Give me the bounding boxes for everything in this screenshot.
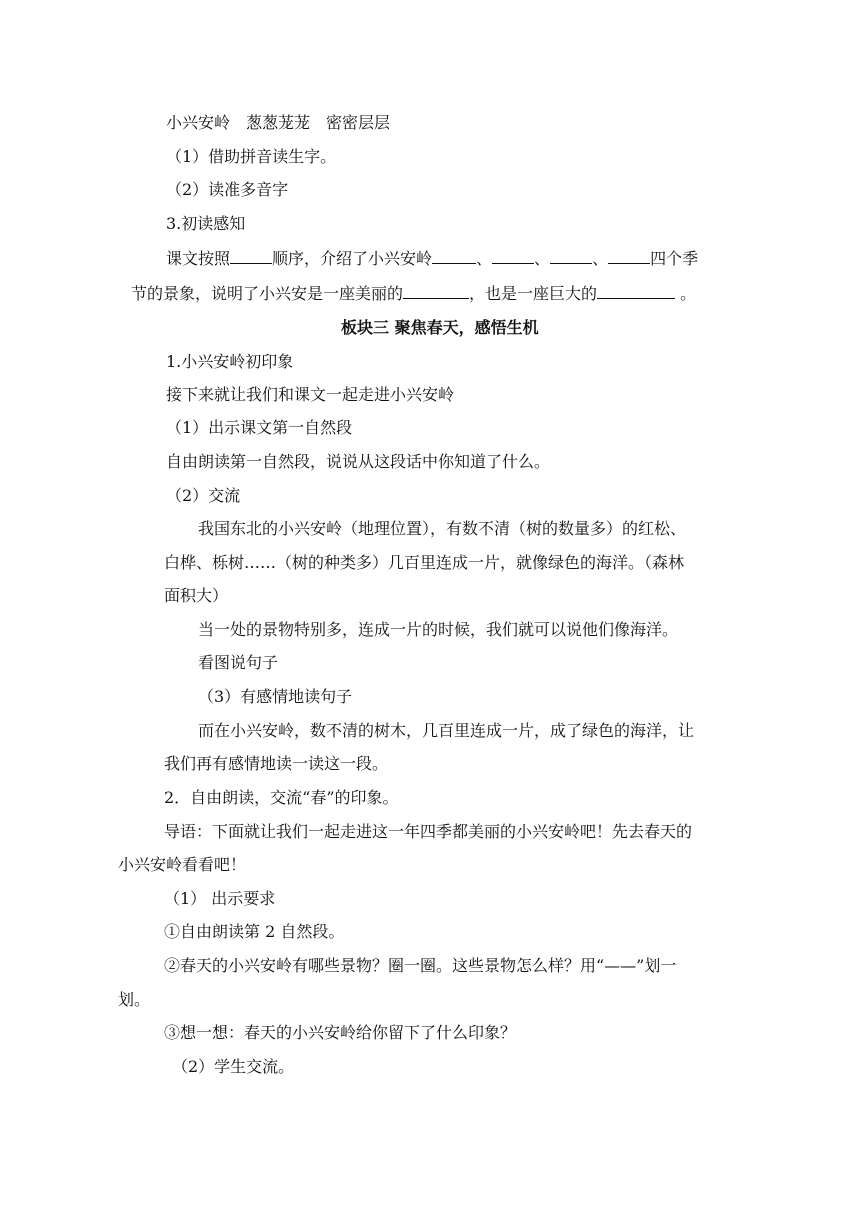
text-line-9: 接下来就让我们和课文一起走进小兴安岭	[166, 385, 455, 404]
fill-text: 课文按照	[166, 249, 231, 268]
text-line-10: （1）出示课文第一自然段	[166, 418, 353, 437]
fill-in-line-2	[131, 283, 696, 304]
fill-text: 。	[675, 284, 697, 303]
blank-season-1[interactable]	[432, 248, 476, 264]
text-line-13: 我国东北的小兴安岭（地理位置），有数不清（树的数量多）的红松、	[198, 519, 687, 538]
text-line-11: 自由朗读第一自然段，说说从这段话中你知道了什么。	[166, 452, 551, 471]
text-line-1: 小兴安岭 葱葱茏茏 密密层层	[166, 113, 391, 132]
fill-text: 节的景象，说明了小兴安是一座美丽的	[131, 284, 404, 303]
fill-text: 、	[534, 249, 551, 268]
blank-season-3[interactable]	[550, 248, 592, 264]
section-heading: 板块三 聚焦春天，感悟生机	[341, 318, 539, 337]
text-line-26: ②春天的小兴安岭有哪些景物？圈一圈。这些景物怎么样？用“——”划一	[164, 956, 677, 975]
text-line-23: 小兴安岭看看吧！	[118, 855, 247, 874]
text-line-25: ①自由朗读第 2 自然段。	[164, 922, 345, 941]
fill-text: 顺序，介绍了小兴安岭	[272, 249, 433, 268]
text-line-29: （2）学生交流。	[172, 1057, 295, 1076]
text-line-27: 划。	[118, 990, 151, 1009]
text-line-2: （1）借助拼音读生字。	[166, 147, 337, 166]
fill-text: 四个季	[650, 249, 699, 268]
blank-order[interactable]	[230, 248, 272, 264]
text-line-16: 当一处的景物特别多，连成一片的时候，我们就可以说他们像海洋。	[198, 620, 679, 639]
text-line-12: （2）交流	[166, 486, 241, 505]
text-line-28: ③想一想：春天的小兴安岭给你留下了什么印象？	[164, 1023, 517, 1042]
fill-text: 、	[476, 249, 493, 268]
fill-text: 、	[592, 249, 609, 268]
text-line-19: 而在小兴安岭，数不清的树木，几百里连成一片，成了绿色的海洋，让	[198, 721, 695, 740]
fill-in-line-1	[166, 248, 698, 269]
text-line-4: 3.初读感知	[166, 214, 246, 233]
blank-beautiful[interactable]	[403, 283, 469, 299]
text-line-24: （1） 出示要求	[164, 889, 276, 908]
fill-text: ，也是一座巨大的	[469, 284, 598, 303]
blank-season-2[interactable]	[492, 248, 534, 264]
blank-season-4[interactable]	[608, 248, 650, 264]
text-line-20: 我们再有感情地读一读这一段。	[164, 754, 389, 773]
text-line-22: 导语：下面就让我们一起走进这一年四季都美丽的小兴安岭吧！先去春天的	[164, 822, 693, 841]
text-line-21: 2．自由朗读，交流“春”的印象。	[164, 788, 399, 807]
text-line-15: 面积大）	[164, 586, 229, 605]
text-line-17: 看图说句子	[198, 653, 279, 672]
text-line-8: 1.小兴安岭初印象	[166, 352, 294, 371]
text-line-18: （3）有感情地读句子	[198, 687, 353, 706]
text-line-3: （2）读准多音字	[166, 180, 289, 199]
text-line-14: 白桦、栎树……（树的种类多）几百里连成一片，就像绿色的海洋。（森林	[164, 553, 685, 572]
blank-huge[interactable]	[597, 283, 675, 299]
